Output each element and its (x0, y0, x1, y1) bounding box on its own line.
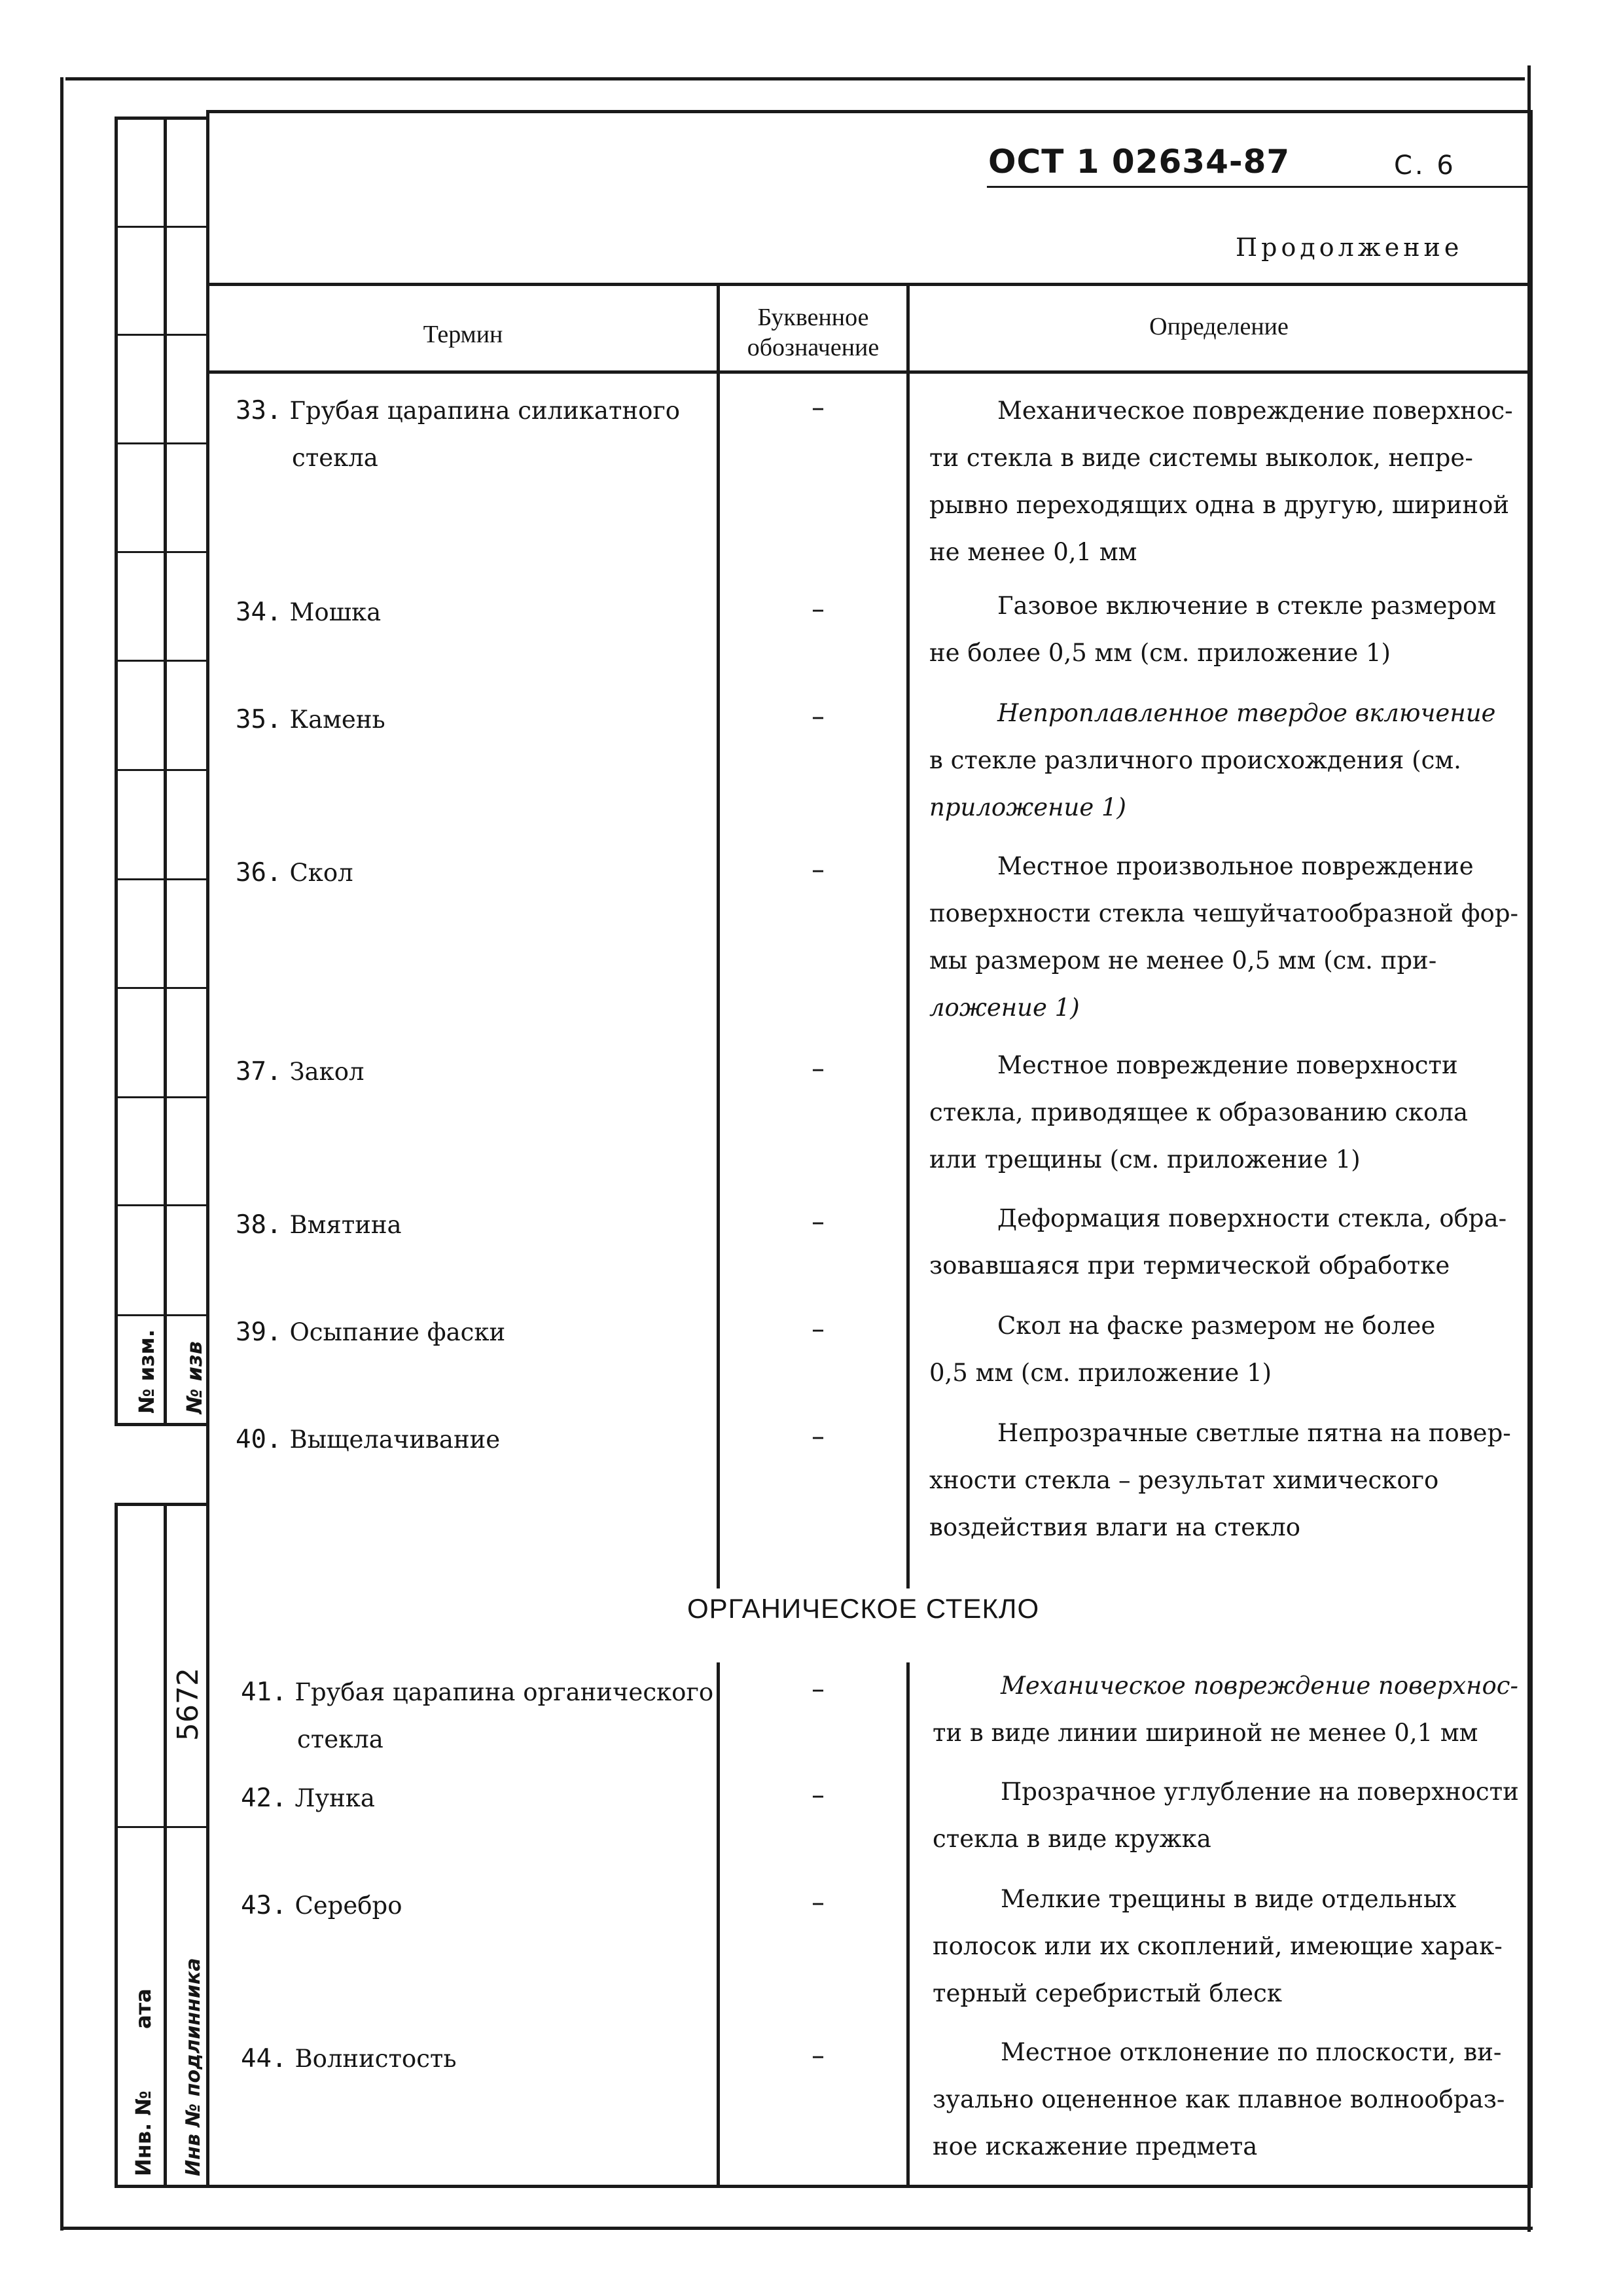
symbol-cell: – (812, 1422, 825, 1452)
term-number: 38. (236, 1210, 282, 1240)
col-header-symbol-2: обозначение (747, 334, 880, 361)
symbol-cell: – (812, 1888, 825, 1918)
content-right-border (1529, 110, 1533, 2188)
stamp-cell (115, 1204, 207, 1206)
stamp-cell (115, 226, 207, 228)
term-text: Грубая царапина органического (294, 1678, 714, 1706)
section-heading: ОРГАНИЧЕСКОЕ СТЕКЛО (687, 1593, 1040, 1624)
col-divider-1 (717, 283, 720, 1588)
symbol-cell: – (812, 702, 825, 732)
table-row (236, 1416, 500, 1463)
definition-cell: Местное отклонение по плоскости, ви- зуально оцененное как плавное волнообраз- ное искажение предмета (933, 2038, 1505, 2161)
term-text: Выщелачивание (289, 1426, 501, 1454)
col-divider-1b (717, 1662, 720, 2185)
stamp-cell (115, 878, 207, 880)
symbol-cell: – (812, 1674, 825, 1704)
symbol-cell: – (812, 1780, 825, 1810)
symbol-cell: – (812, 1054, 825, 1084)
term-number: 42. (241, 1784, 287, 1813)
term-text: Осыпание фаски (289, 1318, 506, 1346)
table-row (236, 696, 385, 744)
stamp-inventory-label: Инв. № (131, 2090, 156, 2176)
stamp-cell (115, 769, 207, 771)
definition-cell: Прозрачное углубление на поверхности стекла в виде кружка (933, 1778, 1519, 1853)
top-border (65, 77, 1525, 81)
definition-cell: Местное произвольное повреждение поверхности стекла чешуйчатообразной фор- мы размером не менее 0,5 мм (см. при- ложение 1) (929, 852, 1519, 1022)
stamp-change-no: № изм. (134, 1329, 159, 1414)
stamp-col-mid-2 (164, 1503, 167, 2187)
term-text-cont: стекла (292, 444, 378, 472)
content-top-border (206, 110, 1531, 113)
table-row (241, 2036, 457, 2083)
term-text: Мошка (289, 598, 382, 626)
table-row (236, 1309, 505, 1356)
term-number: 35. (236, 705, 282, 734)
symbol-cell: – (812, 594, 825, 624)
term-text: Вмятина (289, 1211, 402, 1239)
stamp-cell (115, 334, 207, 336)
term-text: Волнистость (294, 2045, 457, 2073)
table-row (236, 1049, 364, 1096)
term-text-cont: стекла (297, 1725, 383, 1753)
col-header-symbol-1: Буквенное (757, 304, 869, 331)
definition-cell: Местное повреждение поверхности стекла, приводящее к образованию скола или трещины (см. приложение 1) (929, 1051, 1468, 1174)
table-top-border (206, 283, 1531, 286)
stamp-cell (115, 1826, 207, 1828)
document-code: ОСТ 1 02634-87 (988, 143, 1291, 181)
stamp-notice-no: № изв (182, 1341, 207, 1414)
stamp-cell (115, 1503, 207, 1506)
doc-code-underline (987, 186, 1530, 188)
term-number: 41. (241, 1677, 287, 1707)
col-header-definition: Определение (1149, 313, 1289, 340)
bottom-border (60, 2227, 1533, 2230)
definition-cell: Газовое включение в стекле размером не более 0,5 мм (см. приложение 1) (929, 592, 1497, 667)
term-number: 43. (241, 1891, 287, 1920)
col-divider-2 (906, 283, 910, 1588)
term-number: 36. (236, 858, 282, 888)
stamp-cell (115, 1423, 207, 1426)
stamp-inventory-number: 5672 (171, 1668, 205, 1741)
table-row (236, 1202, 402, 1249)
term-number: 34. (236, 598, 282, 627)
stamp-col-mid (164, 117, 167, 1426)
symbol-cell: – (812, 393, 825, 423)
stamp-cell (115, 442, 207, 444)
term-number: 33. (236, 396, 282, 425)
stamp-col-left-2 (115, 1503, 118, 2187)
definition-cell: Мелкие трещины в виде отдельных полосок или их скоплений, имеющие харак- терный серебристый блеск (933, 1885, 1503, 2007)
table-header-bottom (206, 370, 1531, 374)
term-number: 44. (241, 2044, 287, 2073)
term-text: Камень (289, 706, 385, 734)
symbol-cell: – (812, 1207, 825, 1237)
stamp-top (115, 117, 207, 120)
content-bottom-border (115, 2185, 1533, 2188)
stamp-cell (115, 987, 207, 989)
stamp-cell (115, 551, 207, 553)
stamp-original-label: Инв № подлинника (182, 1958, 205, 2176)
definition-cell: Деформация поверхности стекла, обра- зовавшаяся при термической обработке (929, 1204, 1507, 1280)
term-text: Грубая царапина силикатного (289, 397, 681, 425)
table-row (241, 1882, 402, 1929)
col-header-term: Термин (423, 321, 503, 348)
definition-cell: Непрозрачные светлые пятна на повер- хности стекла – результат химического воздействия влаги на стекло (929, 1419, 1511, 1541)
table-row (236, 387, 681, 472)
stamp-cell (115, 660, 207, 662)
definition-cell: Механическое повреждение поверхнос- ти стекла в виде системы выколок, непре- рывно переходящих одна в другую, шириной не менее 0,1 мм (929, 397, 1513, 566)
term-text: Закол (289, 1058, 365, 1086)
symbol-cell: – (812, 855, 825, 885)
term-number: 40. (236, 1425, 282, 1454)
stamp-cell (115, 1096, 207, 1098)
stamp-cell (115, 1314, 207, 1316)
term-text: Скол (289, 859, 353, 887)
content-left-border (206, 113, 209, 2186)
definition-cell: Непроплавленное твердое включение в стекле различного происхождения (см. приложение 1) (929, 699, 1496, 821)
page-number: С. 6 (1394, 151, 1456, 181)
col-divider-2b (906, 1662, 910, 2185)
symbol-cell: – (812, 2041, 825, 2071)
term-text: Лунка (294, 1784, 375, 1812)
term-number: 39. (236, 1318, 282, 1347)
table-row (236, 589, 381, 636)
term-number: 37. (236, 1057, 282, 1086)
definition-cell: Скол на фаске размером не более 0,5 мм (см. приложение 1) (929, 1312, 1436, 1387)
term-text: Серебро (294, 1892, 402, 1920)
left-outer-border (60, 77, 63, 2231)
continued-label: Продолжение (1236, 233, 1463, 262)
table-row (241, 1669, 714, 1753)
table-row (236, 850, 353, 897)
stamp-col-left (115, 117, 118, 1426)
table-row (241, 1775, 375, 1822)
stamp-date-label: ата (131, 1988, 156, 2029)
symbol-cell: – (812, 1314, 825, 1344)
definition-cell: Механическое повреждение поверхнос- ти в виде линии шириной не менее 0,1 мм (933, 1672, 1519, 1747)
